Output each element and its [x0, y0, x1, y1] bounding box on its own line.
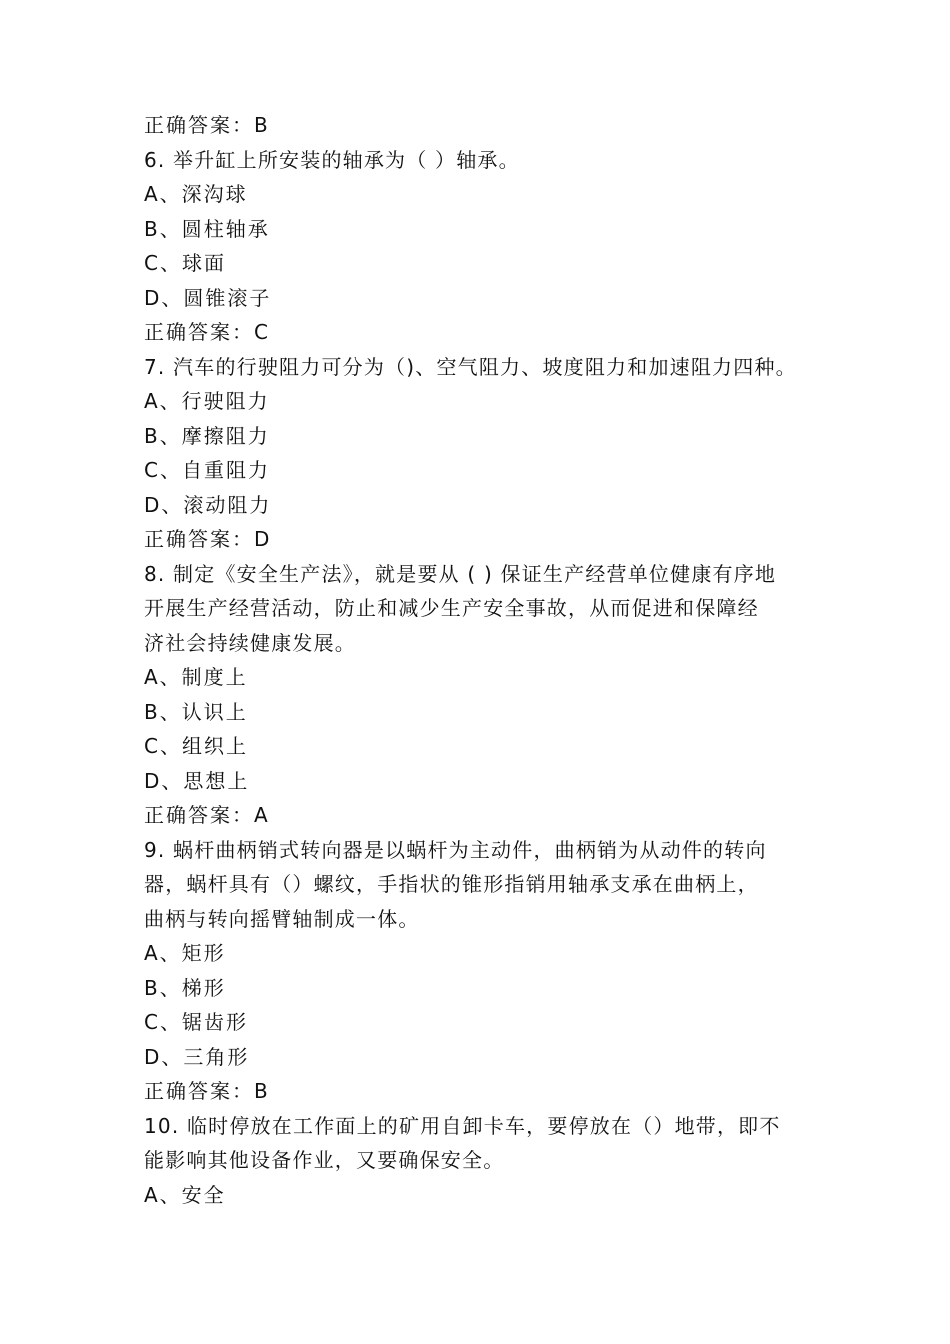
- option-line: A、深沟球: [144, 182, 248, 206]
- question-line: 8. 制定《安全生产法》，就是要从 ( ) 保证生产经营单位健康有序地: [144, 561, 777, 586]
- answer-line: 正确答案：B: [144, 1079, 270, 1103]
- option-line: D、三角形: [144, 1044, 250, 1069]
- question-line: 器，蜗杆具有（）螺纹，手指状的锥形指销用轴承支承在曲柄上，: [144, 872, 759, 896]
- option-line: B、摩擦阻力: [144, 423, 270, 448]
- option-line: C、球面: [144, 251, 226, 275]
- option-line: B、圆柱轴承: [144, 216, 270, 241]
- option-line: A、矩形: [144, 941, 226, 965]
- option-line: A、行驶阻力: [144, 389, 270, 413]
- option-line: C、自重阻力: [144, 458, 270, 482]
- question-line: 能影响其他设备作业，又要确保安全。: [144, 1148, 505, 1172]
- option-line: A、制度上: [144, 665, 248, 689]
- question-line: 10. 临时停放在工作面上的矿用自卸卡车，要停放在（）地带，即不: [144, 1113, 781, 1138]
- option-line: D、滚动阻力: [144, 492, 272, 517]
- option-line: C、组织上: [144, 734, 248, 758]
- question-list: [144, 108, 824, 1212]
- question-line: 7. 汽车的行驶阻力可分为（)、空气阻力、坡度阻力和加速阻力四种。: [144, 354, 797, 379]
- question-line: 曲柄与转向摇臂轴制成一体。: [144, 906, 420, 931]
- option-line: D、思想上: [144, 768, 250, 793]
- option-line: D、圆锥滚子: [144, 285, 272, 310]
- option-line: C、锯齿形: [144, 1010, 248, 1034]
- question-line: 6. 举升缸上所安装的轴承为（ ）轴承。: [144, 147, 520, 172]
- answer-line: 正确答案：B: [144, 113, 270, 137]
- option-line: B、认识上: [144, 699, 248, 724]
- question-line: 9. 蜗杆曲柄销式转向器是以蜗杆为主动件，曲柄销为从动件的转向: [144, 837, 767, 862]
- option-line: B、梯形: [144, 975, 226, 1000]
- answer-line: 正确答案：D: [144, 527, 272, 551]
- question-line: 济社会持续健康发展。: [144, 630, 356, 655]
- answer-line: 正确答案：C: [144, 320, 270, 344]
- option-line: A、安全: [144, 1182, 226, 1207]
- question-line: 开展生产经营活动，防止和减少生产安全事故，从而促进和保障经: [144, 596, 759, 620]
- answer-line: 正确答案：A: [144, 803, 270, 827]
